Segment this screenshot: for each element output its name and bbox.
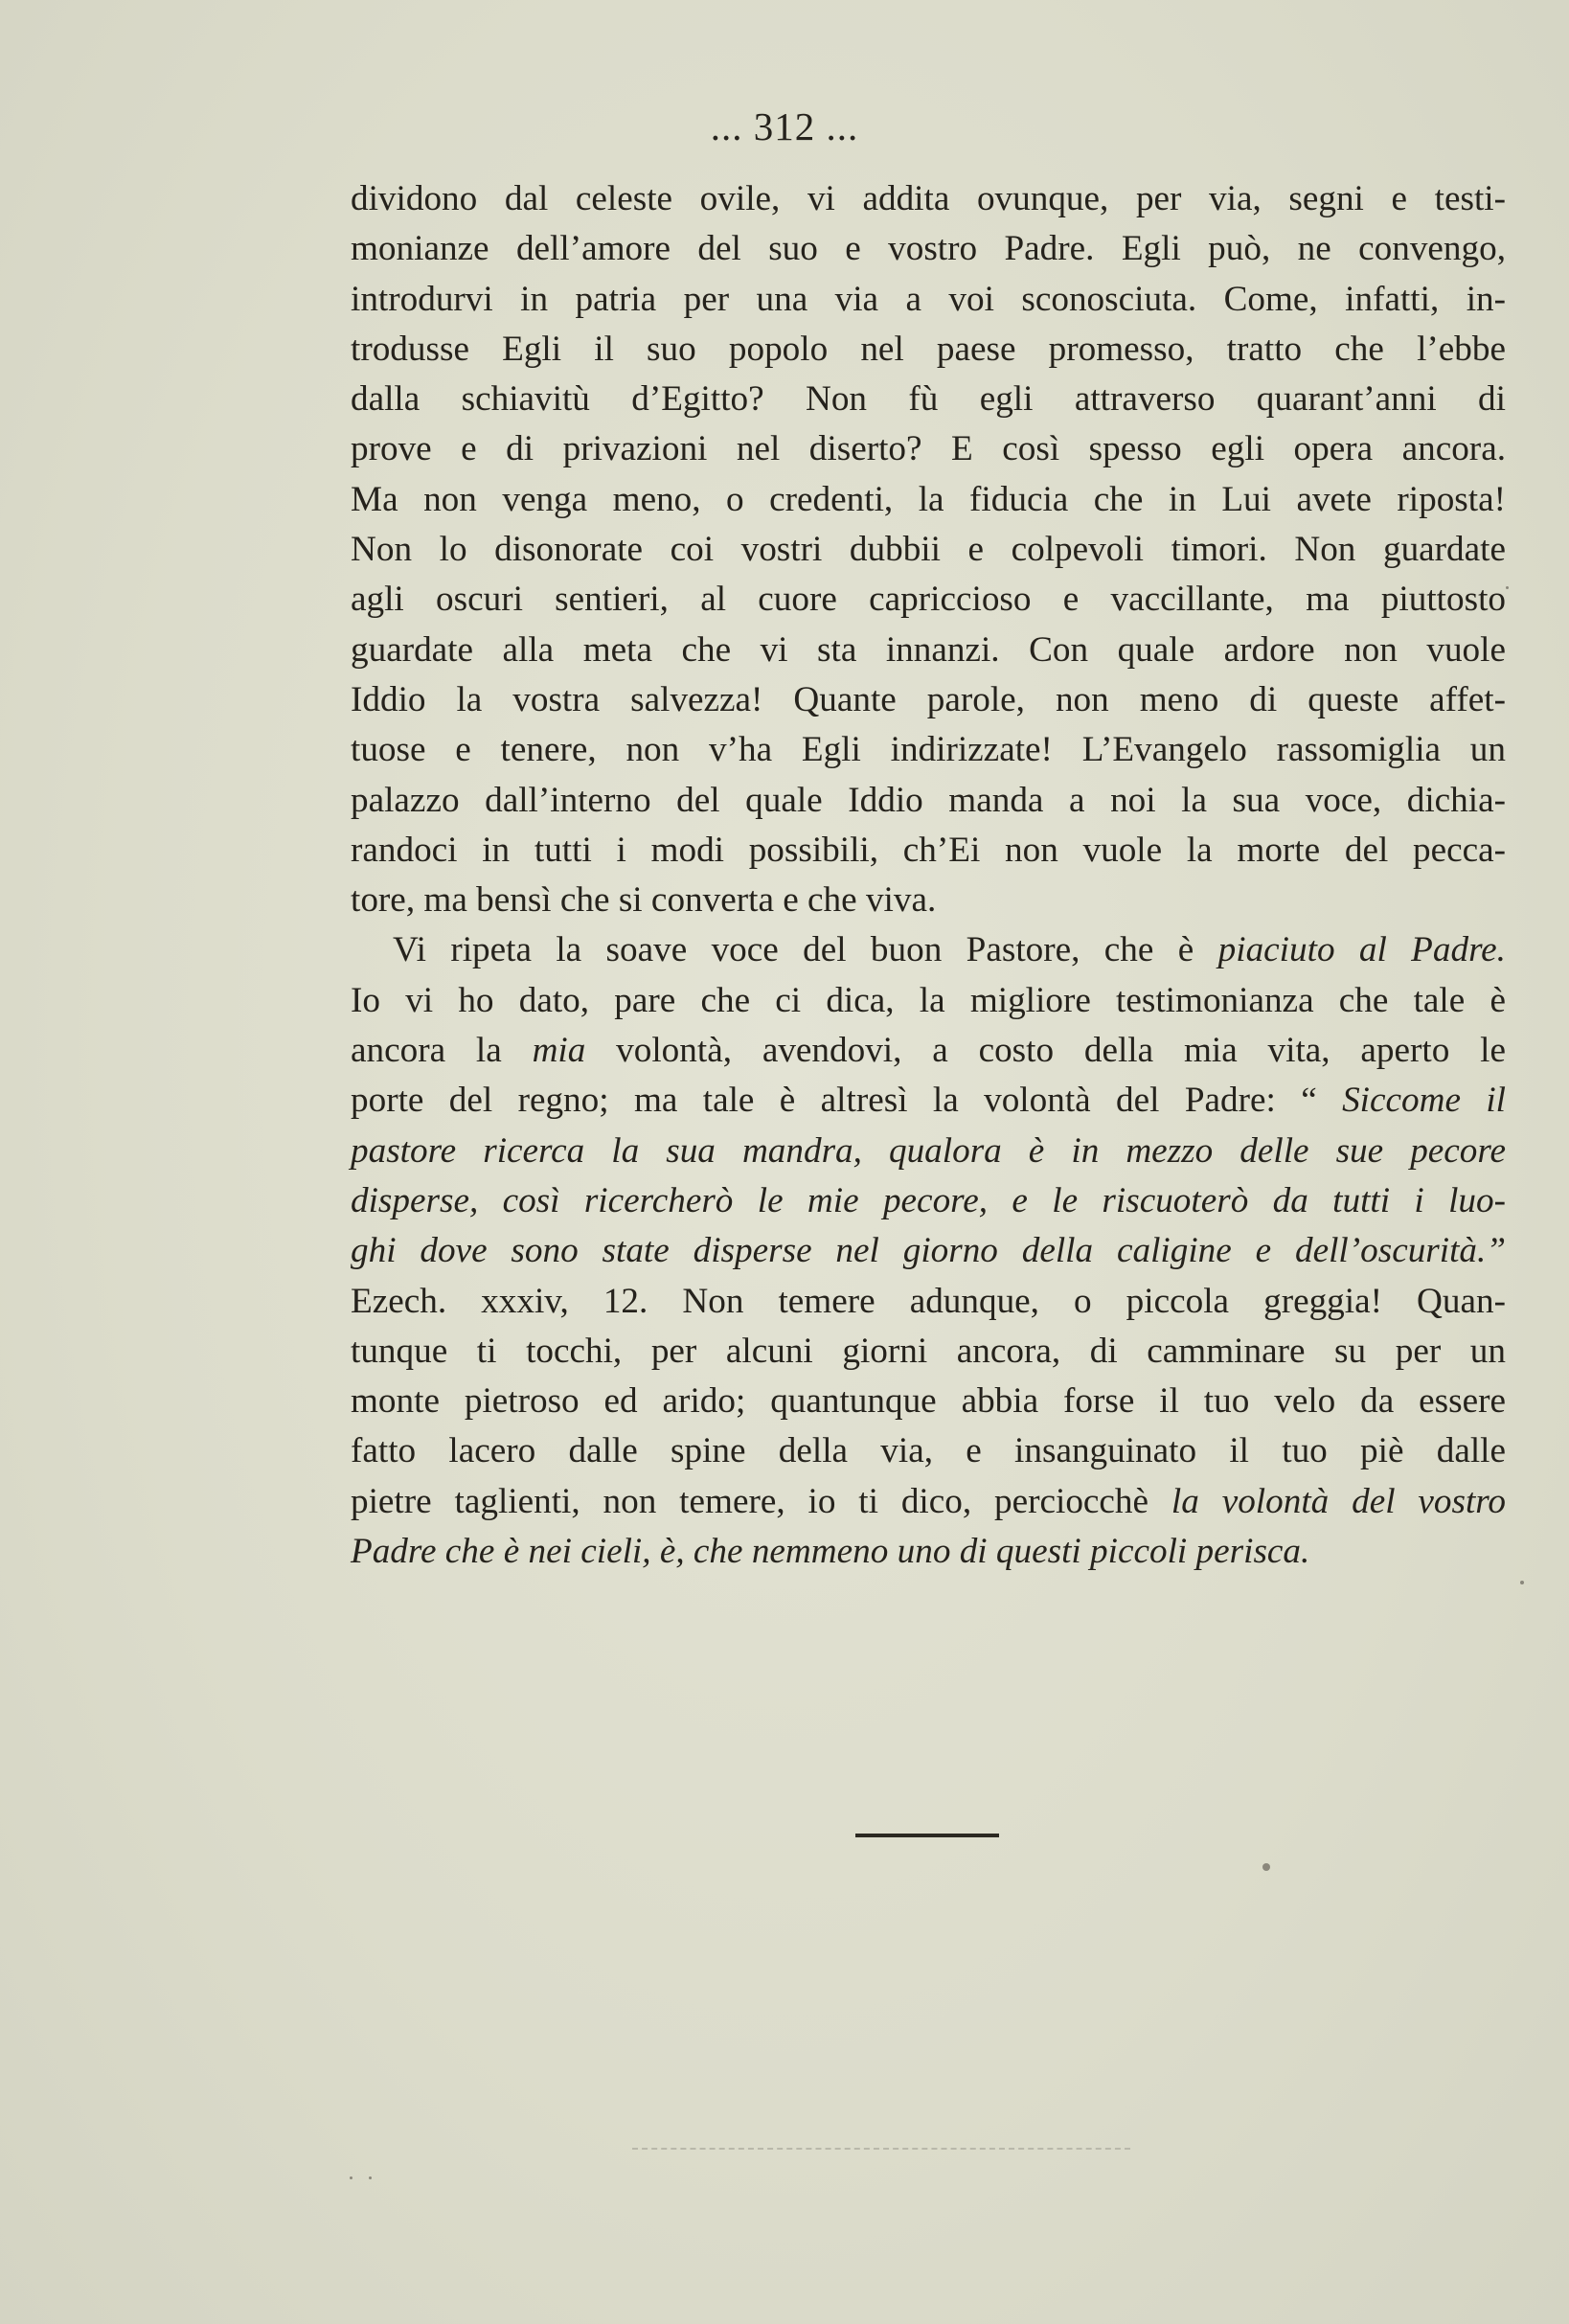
text-line: agli oscuri sentieri, al cuore capriccioso e vaccillante, ma piuttosto (351, 580, 1506, 620)
text-line: monianze dell’amore del suo e vostro Padre. Egli può, ne convengo, (351, 229, 1506, 269)
italic-text: pastore ricerca la sua mandra, qualora è in mezzo delle sue pecore (351, 1130, 1506, 1171)
text-line: prove e di privazioni nel diserto? E così spesso egli opera ancora. (351, 429, 1506, 469)
ink-speck (1262, 1863, 1270, 1871)
text-line: dividono dal celeste ovile, vi addita ovunque, per via, segni e testi- (351, 179, 1506, 218)
text-line (351, 1527, 1506, 1577)
text-line: guardate alla meta che vi sta innanzi. Con quale ardore non vuole (351, 629, 1506, 670)
text-line: Non lo disonorate coi vostri dubbii e colpevoli timori. Non guardate (351, 530, 1506, 570)
ink-speck (1506, 586, 1509, 589)
italic-text: ghi dove sono state disperse nel giorno della caligine e dell’oscurità.” (351, 1231, 1506, 1271)
text-line: tunque ti tocchi, per alcuni giorni ancora, di camminare su per un (351, 1331, 1506, 1371)
text-line (351, 1127, 1506, 1176)
text-line: tore, ma bensì che si converta e che viva. (351, 880, 937, 921)
text-fragment: ancora la (351, 1031, 533, 1071)
text-line: Io vi ho dato, pare che ci dica, la migliore testimonianza che tale è (351, 980, 1506, 1020)
page-number: ... 312 ... (710, 104, 859, 148)
text-fragment: pietre taglienti, non temere, io ti dico, perciocchè (351, 1481, 1171, 1521)
italic-text: Padre che è nei cieli, è, che nemmeno uno di questi piccoli perisca. (351, 1532, 1310, 1572)
paragraph-container (351, 174, 1506, 1577)
text-fragment: porte del regno; ma tale è altresì la volontà del Padre: “ (351, 1081, 1343, 1121)
end-rule (855, 1834, 999, 1837)
text-line (351, 1026, 1506, 1076)
italic-text: piaciuto al Padre. (1217, 930, 1506, 970)
text-line (351, 925, 1506, 975)
text-fragment: volontà, avendovi, a costo della mia vita, aperto le (585, 1031, 1506, 1071)
italic-text: mia (532, 1031, 586, 1071)
text-line (351, 1076, 1506, 1126)
text-line: dalla schiavitù d’Egitto? Non fù egli attraverso quarant’anni di (351, 379, 1506, 420)
text-line: palazzo dall’interno del quale Iddio manda a noi la sua voce, dichia- (351, 780, 1506, 820)
text-line: randoci in tutti i modi possibili, ch’Ei non vuole la morte del pecca- (351, 830, 1506, 870)
italic-text: la volontà del vostro (1171, 1481, 1506, 1521)
text-line: Ma non venga meno, o credenti, la fiducia che in Lui avete riposta! (351, 479, 1506, 519)
text-fragment: Vi ripeta la soave voce del buon Pastore, che è (393, 930, 1218, 970)
faint-rule (632, 2148, 1130, 2150)
text-line: trodusse Egli il suo popolo nel paese promesso, tratto che l’ebbe (351, 329, 1506, 369)
paragraph (351, 925, 1506, 1577)
ink-speck (350, 2176, 352, 2179)
ink-speck (1520, 1581, 1524, 1584)
ink-speck (369, 2176, 372, 2179)
text-line (351, 1176, 1506, 1226)
text-line: tuose e tenere, non v’ha Egli indirizzate! L’Evangelo rassomiglia un (351, 730, 1506, 770)
text-line: Ezech. xxxiv, 12. Non temere adunque, o piccola greggia! Quan- (351, 1281, 1506, 1321)
body-text (351, 174, 1506, 1577)
text-line (351, 1477, 1506, 1527)
italic-text: Siccome il (1342, 1081, 1507, 1121)
text-line: Iddio la vostra salvezza! Quante parole, non meno di queste affet- (351, 679, 1506, 719)
text-line: monte pietroso ed arido; quantunque abbia forse il tuo velo da essere (351, 1381, 1506, 1422)
italic-text: disperse, così ricercherò le mie pecore, e le riscuoterò da tutti i luo- (351, 1180, 1506, 1220)
text-line: fatto lacero dalle spine della via, e insanguinato il tuo piè dalle (351, 1431, 1506, 1471)
text-line (351, 1226, 1506, 1276)
text-line: introdurvi in patria per una via a voi sconosciuta. Come, infatti, in- (351, 279, 1506, 319)
paragraph (351, 174, 1506, 925)
